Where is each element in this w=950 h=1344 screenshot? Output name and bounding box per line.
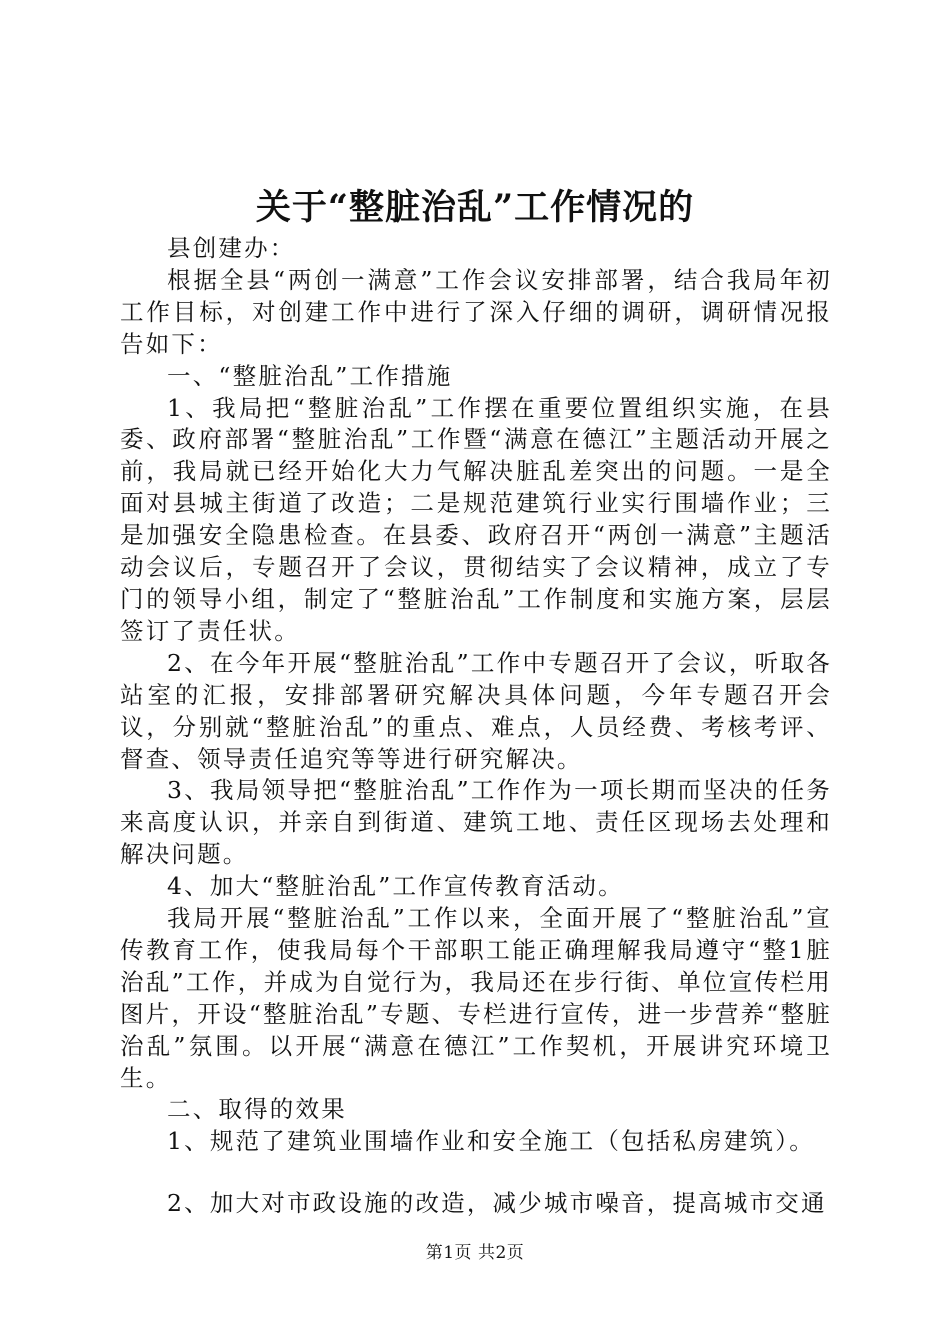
document-body <box>120 233 832 1220</box>
measure-paragraph-3: 3、我局领导把“整脏治乱”工作作为一项长期而坚决的任务来高度认识，并亲自到街道、建筑工地、责任区现场去处理和解决问题。 <box>120 776 832 869</box>
salutation: 县创建办： <box>167 234 296 262</box>
page-footer: 第1页 共2页 <box>425 1243 525 1263</box>
measure-paragraph-1: 1、我局把“整脏治乱”工作摆在重要位置组织实施，在县委、政府部署“整脏治乱”工作暨“满意在德江”主题活动开展之前，我局就已经开始化大力气解决脏乱差突出的问题。一是全面对县城主街道了改造；二是规范建筑行业实行围墙作业；三是加强安全隐患检查。在县委、政府召开“两创一满意”主题活动会议后，专题召开了会议，贯彻结实了会议精神，成立了专门的领导小组，制定了“整脏治乱”工作制度和实施方案，层层签订了责任状。 <box>120 393 832 645</box>
measure-paragraph-2: 2、在今年开展“整脏治乱”工作中专题召开了会议，听取各站室的汇报，安排部署研究解决具体问题，今年专题召开会议，分别就“整脏治乱”的重点、难点，人员经费、考核考评、督查、领导责任追究等等进行研究解决。 <box>120 648 832 773</box>
result-paragraph-2: 2、加大对市政设施的改造，减少城市噪音，提高城市交通 <box>167 1189 827 1218</box>
intro-paragraph: 根据全县“两创一满意”工作会议安排部署，结合我局年初工作目标，对创建工作中进行了深入仔细的调研，调研情况报告如下： <box>120 265 832 358</box>
measure-paragraph-4: 4、加大“整脏治乱”工作宣传教育活动。 <box>167 872 624 901</box>
result-paragraph-1: 1、规范了建筑业围墙作业和安全施工（包括私房建筑）。 <box>167 1127 815 1156</box>
document-title: 关于“整脏治乱”工作情况的 <box>255 187 695 228</box>
publicity-paragraph: 我局开展“整脏治乱”工作以来，全面开展了“整脏治乱”宣传教育工作，使我局每个干部职工能正确理解我局遵守“整1脏治乱”工作，并成为自觉行为，我局还在步行街、单位宣传栏用图片，开设“整脏治乱”专题、专栏进行宣传，进一步营养“整脏治乱”氛围。以开展“满意在德江”工作契机，开展讲究环境卫生。 <box>120 904 832 1092</box>
section-heading-measures: 一、“整脏治乱”工作措施 <box>167 361 453 390</box>
section-heading-results: 二、取得的效果 <box>167 1095 347 1124</box>
